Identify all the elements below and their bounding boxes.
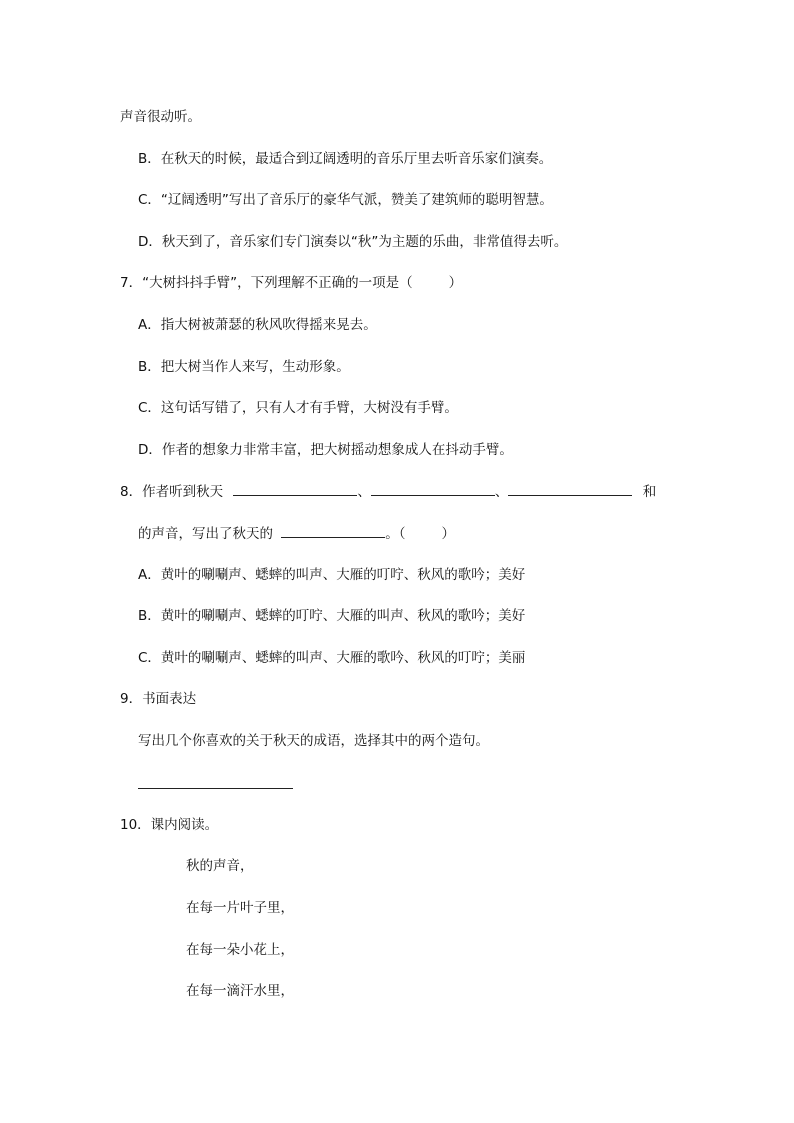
q8-stem — [120, 481, 656, 502]
q7-option-c: C．这句话写错了，只有人才有手臂，大树没有手臂。 — [138, 400, 458, 416]
q8-blank-3[interactable] — [508, 481, 632, 496]
q8-sep-1: 、 — [357, 484, 371, 500]
q6-option-d: D．秋天到了，音乐家们专门演奏以“秋”为主题的乐曲，非常值得去听。 — [138, 234, 568, 250]
poem-line-2: 在每一片叶子里， — [186, 900, 294, 916]
q8-line2-end: 。（ — [385, 526, 406, 542]
q9-answer-line[interactable] — [138, 788, 293, 789]
q8-blank-1[interactable] — [233, 481, 357, 496]
q8-stem-close: ） — [441, 526, 456, 542]
q7-option-a: A．指大树被萧瑟的秋风吹得摇来晃去。 — [138, 317, 377, 333]
q8-option-b: B．黄叶的唰唰声、蟋蟀的叮咛、大雁的叫声、秋风的歌吟；美好 — [138, 608, 526, 624]
q8-blank-4[interactable] — [281, 523, 385, 538]
q7-option-d: D．作者的想象力非常丰富，把大树摇动想象成人在抖动手臂。 — [138, 442, 513, 458]
q6-option-b: B．在秋天的时候，最适合到辽阔透明的音乐厅里去听音乐家们演奏。 — [138, 151, 553, 167]
poem-line-3: 在每一朵小花上， — [186, 942, 294, 958]
q8-line2-text: 的声音，写出了秋天的 — [138, 526, 273, 542]
q8-option-c: C．黄叶的唰唰声、蟋蟀的叫声、大雁的歌吟、秋风的叮咛；美丽 — [138, 650, 526, 666]
q6-option-c: C．“辽阔透明”写出了音乐厅的豪华气派，赞美了建筑师的聪明智慧。 — [138, 192, 553, 208]
q8-option-a: A．黄叶的唰唰声、蟋蟀的叫声、大雁的叮咛、秋风的歌吟；美好 — [138, 567, 526, 583]
q8-stem-text: 8．作者听到秋天 — [120, 484, 224, 500]
q8-blank-2[interactable] — [371, 481, 495, 496]
poem-line-4: 在每一滴汗水里， — [186, 983, 294, 999]
q7-option-b: B．把大树当作人来写，生动形象。 — [138, 359, 350, 375]
poem-line-1: 秋的声音， — [186, 858, 254, 874]
q7-stem-close: ） — [448, 275, 463, 291]
q8-and: 和 — [642, 484, 657, 500]
q9-prompt: 写出几个你喜欢的关于秋天的成语，选择其中的两个造句。 — [138, 733, 489, 749]
q10-title: 10．课内阅读。 — [120, 817, 219, 833]
q8-stem-line2 — [138, 523, 455, 544]
q8-sep-2: 、 — [494, 484, 509, 500]
q7-stem-text: 7．“大树抖抖手臂”，下列理解不正确的一项是（ — [120, 275, 413, 291]
q7-stem — [120, 273, 462, 293]
continuation-text: 声音很动听。 — [120, 109, 201, 125]
q9-title: 9．书面表达 — [120, 691, 197, 707]
